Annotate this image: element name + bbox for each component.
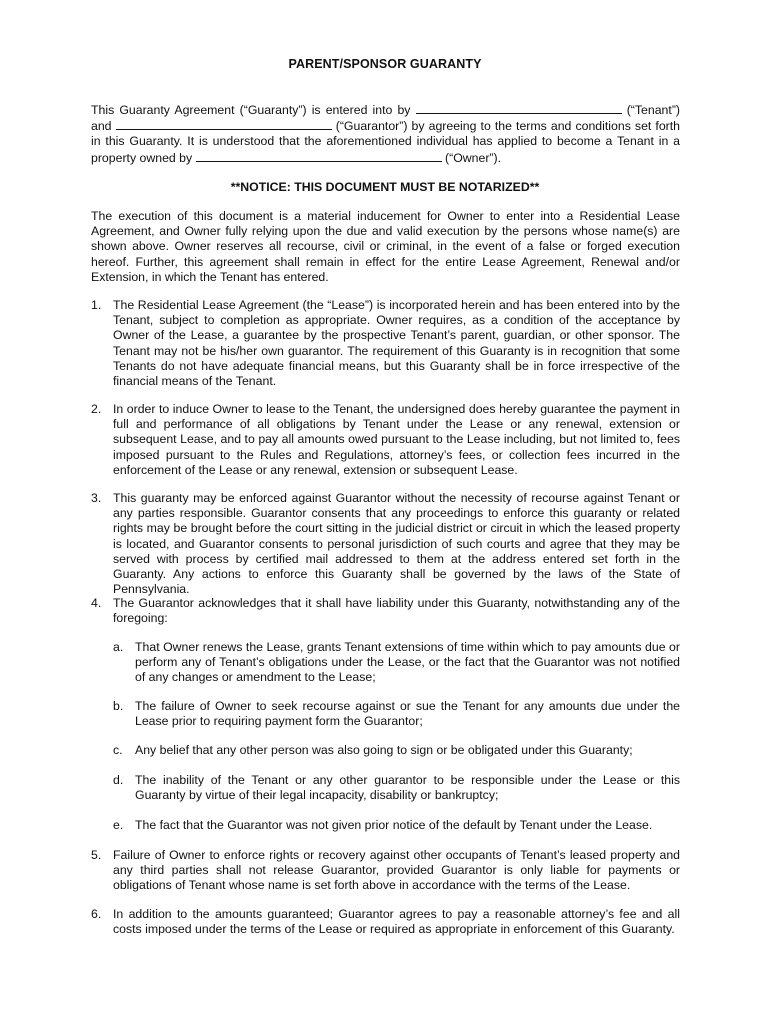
- clause-number: 6.: [91, 907, 102, 921]
- clause-text: In addition to the amounts guaranteed; Guarantor agrees to pay a reasonable attorney’s fee and all costs imposed under the terms of the Lease or required as appropriate in enforcement of this Guaranty.: [113, 907, 680, 937]
- intro-paragraph: [91, 102, 680, 166]
- subclause-a: [113, 640, 680, 686]
- clause-number: 1.: [91, 298, 102, 312]
- intro-text-3: and: [91, 119, 112, 134]
- clause-text: Failure of Owner to enforce rights or recovery against other occupants of Tenant’s leased property and any third parties shall not release Guarantor, provided Guarantor is only liable for payments or obligations of Tenant whose name is set forth above in accordance with the terms of the Lease.: [113, 848, 680, 893]
- clause-3: [91, 491, 680, 597]
- clause-number: 3.: [91, 491, 102, 505]
- clause-number: 5.: [91, 848, 102, 862]
- clause-2: [91, 402, 680, 478]
- notarized-notice: **NOTICE: THIS DOCUMENT MUST BE NOTARIZED**: [230, 180, 540, 194]
- clause-number: 4.: [91, 596, 102, 610]
- subclause-text: The failure of Owner to seek recourse against or sue the Tenant for any amounts due under the Lease prior to requiring payment form the Guarantor;: [135, 699, 680, 729]
- clause-text: This guaranty may be enforced against Guarantor without the necessity of recourse against Tenant or any parties responsible. Guarantor consents that any proceedings to enforce this guaranty or related rights may be brought before the court sitting in the judicial district or circuit in which the leased property is located, and Guarantor consents to personal jurisdiction of such courts and agree that they may be served with process by certified mail addressed to them at the address entered set forth in the Guaranty. Any actions to enforce this Guaranty shall be governed by the laws of the State of Pennsylvania.: [113, 491, 680, 597]
- subclause-e: [113, 818, 680, 833]
- intro-text-5: (“Owner”).: [445, 150, 502, 165]
- subclause-letter: e.: [113, 818, 124, 832]
- preamble-paragraph: The execution of this document is a material inducement for Owner to enter into a Residential Lease Agreement, and Owner fully relying upon the due and valid execution by the persons whose name(s) are shown above. Owner reserves all recourse, civil or criminal, in the event of a false or forged execution hereof. Further, this agreement shall remain in effect for the entire Lease Agreement, Renewal and/or Extension, in which the Tenant has entered.: [91, 209, 680, 284]
- clause-5: [91, 848, 680, 894]
- subclause-c: [113, 743, 680, 758]
- clause-6: [91, 907, 680, 937]
- subclause-text: That Owner renews the Lease, grants Tenant extensions of time within which to pay amounts due or perform any of Tenant’s obligations under the Lease, or the fact that the Guarantor was not notified of any changes or amendment to the Lease;: [135, 640, 680, 685]
- clause-text: In order to induce Owner to lease to the Tenant, the undersigned does hereby guarantee the payment in full and performance of all obligations by Tenant under the Lease or any renewal, extension or subsequent Lease, and to pay all amounts owed pursuant to the Lease including, but not limited to, fees imposed pursuant to the Rules and Regulations, attorney’s fees, or collection fees incurred in the enforcement of the Lease or any renewal, extension or subsequent Lease.: [113, 402, 680, 477]
- subclause-letter: c.: [113, 743, 123, 757]
- subclause-text: The inability of the Tenant or any other guarantor to be responsible under the Lease or this Guaranty by virtue of their legal incapacity, disability or bankruptcy;: [135, 773, 680, 803]
- subclause-letter: a.: [113, 640, 124, 654]
- intro-text-1: This Guaranty Agreement (“Guaranty”) is entered into by: [91, 103, 411, 117]
- subclause-text: The fact that the Guarantor was not given prior notice of the default by Tenant under the Lease.: [135, 818, 653, 832]
- intro-text-2: (“Tenant”): [626, 103, 681, 117]
- intro-text-4: (“Guarantor”) by agreeing to the terms and conditions set forth in this Guaranty. It is understood that the aforementioned individual has applied to become a Tenant in a property owned by: [91, 119, 681, 165]
- clause-number: 2.: [91, 402, 102, 416]
- subclause-d: [113, 773, 680, 803]
- subclause-letter: b.: [113, 699, 124, 713]
- guarantor-name-blank[interactable]: [116, 118, 332, 130]
- owner-name-blank[interactable]: [196, 150, 442, 162]
- subclause-text: Any belief that any other person was also going to sign or be obligated under this Guaranty;: [135, 743, 633, 757]
- clause-1: [91, 298, 680, 389]
- clause-text: The Guarantor acknowledges that it shall have liability under this Guaranty, notwithstanding any of the foregoing:: [113, 596, 680, 626]
- subclause-b: [113, 699, 680, 729]
- subclause-letter: d.: [113, 773, 124, 787]
- clause-4: [91, 596, 680, 626]
- clause-text: The Residential Lease Agreement (the “Lease”) is incorporated herein and has been entered into by the Tenant, subject to completion as appropriate. Owner requires, as a condition of the acceptance by Owner of the Lease, a guarantee by the prospective Tenant’s parent, guardian, or other sponsor. The Tenant may not be his/her own guarantor. The requirement of this Guaranty is in recognition that some Tenants do not have adequate financial means, but this Guaranty shall be in force irrespective of the financial means of the Tenant.: [113, 298, 680, 389]
- tenant-name-blank[interactable]: [416, 102, 622, 114]
- document-title: PARENT/SPONSOR GUARANTY: [288, 57, 482, 71]
